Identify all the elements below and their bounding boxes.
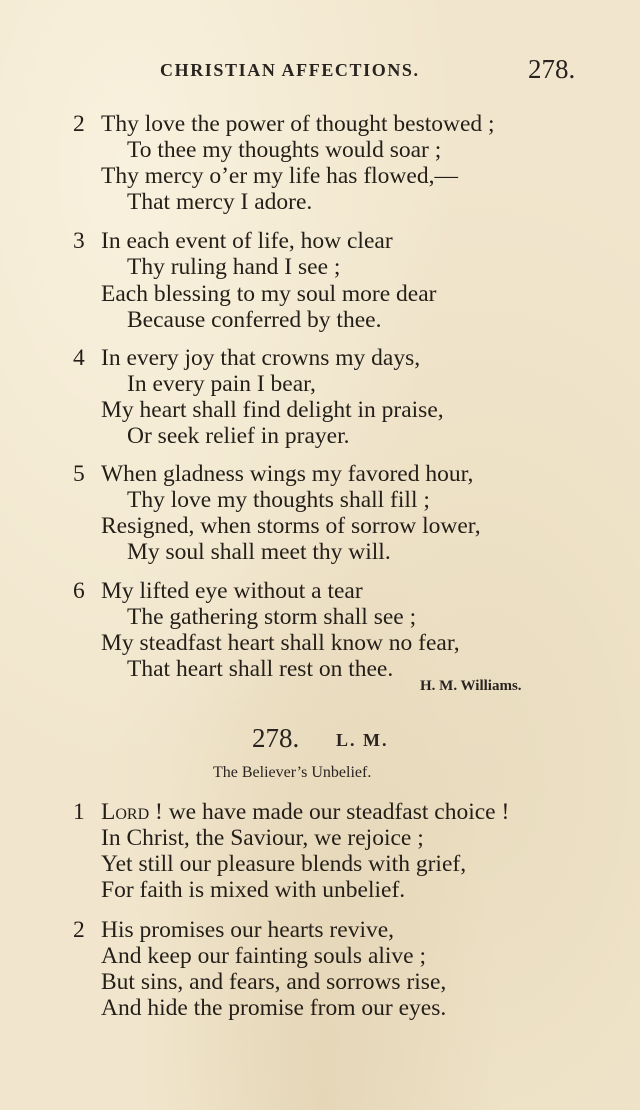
page-number: 278. bbox=[528, 54, 576, 84]
first-word: Lord bbox=[101, 799, 150, 825]
stanza-number: 1 bbox=[73, 799, 85, 825]
verse-line: His promises our hearts revive, bbox=[101, 917, 395, 943]
stanza-number: 2 bbox=[73, 111, 85, 137]
first-line-rest: ! we have made our steadfast choice ! bbox=[149, 799, 510, 825]
verse-line: That heart shall rest on thee. bbox=[127, 656, 394, 682]
verse-line: And hide the promise from our eyes. bbox=[101, 995, 447, 1021]
stanza-number: 4 bbox=[73, 345, 85, 371]
verse-line: But sins, and fears, and sorrows rise, bbox=[101, 969, 447, 995]
verse-line: Thy love the power of thought bestowed ; bbox=[101, 111, 495, 137]
verse-line: And keep our fainting souls alive ; bbox=[101, 943, 427, 969]
stanza-number: 3 bbox=[73, 228, 85, 254]
verse-line: To thee my thoughts would soar ; bbox=[127, 137, 442, 163]
hymn-number: 278. bbox=[252, 723, 300, 753]
stanza-number: 6 bbox=[73, 578, 85, 604]
verse-line: My lifted eye without a tear bbox=[101, 578, 363, 604]
verse-line: Thy mercy o’er my life has flowed,— bbox=[101, 163, 458, 189]
stanza-number: 2 bbox=[73, 917, 85, 943]
verse-line: The gathering storm shall see ; bbox=[127, 604, 417, 630]
verse-line: In Christ, the Saviour, we rejoice ; bbox=[101, 825, 424, 851]
verse-line-first bbox=[101, 799, 509, 826]
verse-line: Resigned, when storms of sorrow lower, bbox=[101, 513, 481, 539]
stanza-number: 5 bbox=[73, 461, 85, 487]
verse-line: That mercy I adore. bbox=[127, 189, 313, 215]
hymn-title: The Believer’s Unbelief. bbox=[213, 764, 372, 781]
verse-line: Each blessing to my soul more dear bbox=[101, 281, 437, 307]
verse-line: In each event of life, how clear bbox=[101, 228, 393, 254]
author-attribution: H. M. Williams. bbox=[420, 678, 522, 694]
hymn-meter: L. M. bbox=[336, 730, 389, 750]
verse-line: In every joy that crowns my days, bbox=[101, 345, 421, 371]
verse-line: In every pain I bear, bbox=[127, 371, 316, 397]
verse-line: Because conferred by thee. bbox=[127, 307, 382, 333]
verse-line: Or seek relief in prayer. bbox=[127, 423, 350, 449]
verse-line: My steadfast heart shall know no fear, bbox=[101, 630, 460, 656]
verse-line: Thy ruling hand I see ; bbox=[127, 254, 341, 280]
verse-line: My heart shall find delight in praise, bbox=[101, 397, 444, 423]
verse-line: Yet still our pleasure blends with grief, bbox=[101, 851, 467, 877]
verse-line: When gladness wings my favored hour, bbox=[101, 461, 474, 487]
running-head: CHRISTIAN AFFECTIONS. bbox=[160, 60, 420, 80]
verse-line: My soul shall meet thy will. bbox=[127, 539, 391, 565]
verse-line: Thy love my thoughts shall fill ; bbox=[127, 487, 430, 513]
verse-line: For faith is mixed with unbelief. bbox=[101, 877, 406, 903]
